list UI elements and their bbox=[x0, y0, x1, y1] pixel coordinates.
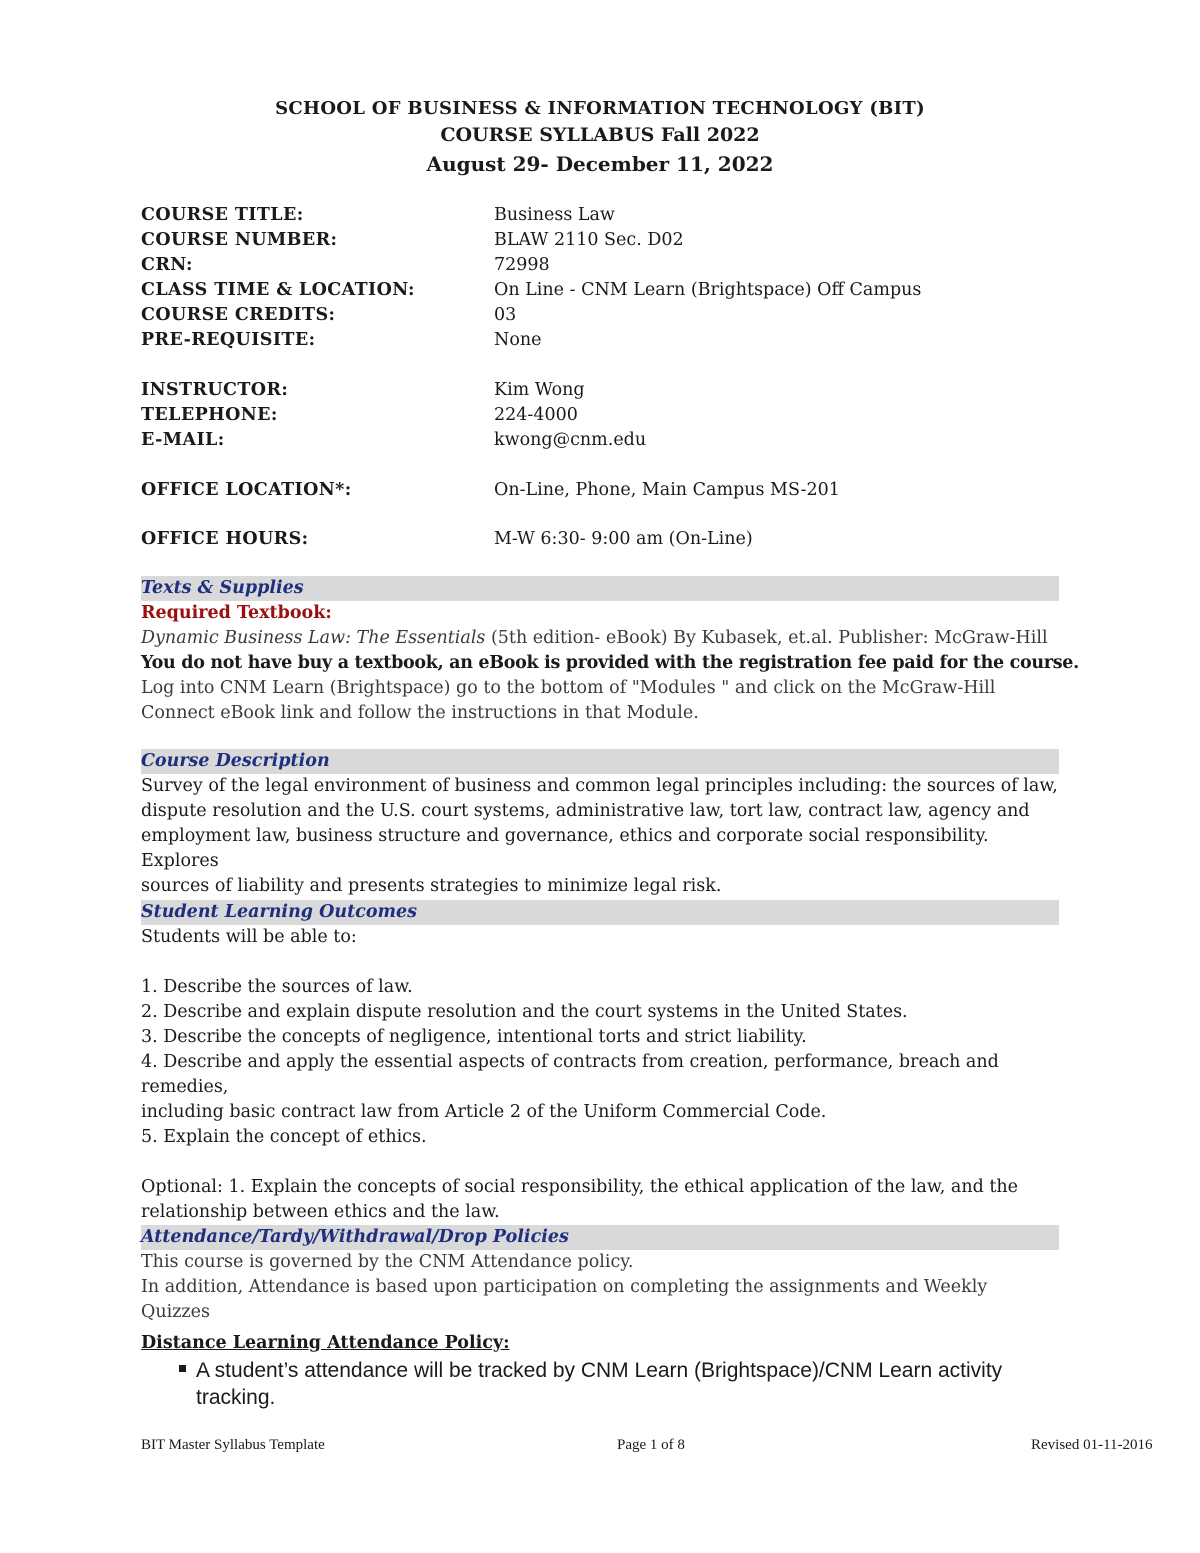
term-dates: August 29- December 11, 2022 bbox=[426, 152, 774, 176]
section-heading: Texts & Supplies bbox=[141, 576, 1059, 601]
info-row bbox=[141, 430, 1061, 454]
description-section bbox=[141, 749, 1059, 899]
outcomes-intro: Students will be able to: bbox=[141, 927, 357, 947]
info-label: COURSE CREDITS: bbox=[141, 305, 336, 325]
info-row bbox=[141, 405, 1061, 429]
info-label: PRE-REQUISITE: bbox=[141, 330, 316, 350]
school-title: SCHOOL OF BUSINESS & INFORMATION TECHNOLOGY (BIT) bbox=[275, 98, 925, 119]
bullet-text: A student’s attendance will be tracked by CNM Learn (Brightspace)/CNM Learn activity tracking. bbox=[196, 1359, 1003, 1409]
description-line: sources of liability and presents strategies to minimize legal risk. bbox=[141, 876, 722, 896]
description-line: dispute resolution and the U.S. court systems, administrative law, tort law, contract law, agency and bbox=[141, 801, 1030, 821]
info-value: BLAW 2110 Sec. D02 bbox=[494, 230, 684, 250]
info-row bbox=[141, 330, 1061, 354]
texts-section bbox=[141, 576, 1079, 726]
ebook-notice: You do not have buy a textbook, an eBook is provided with the registration fee paid for the course. bbox=[141, 653, 1079, 673]
instructions-line: Log into CNM Learn (Brightspace) go to the bottom of "Modules " and click on the McGraw-Hill bbox=[141, 678, 996, 698]
instructor-name: Kim Wong bbox=[494, 380, 585, 400]
outcome-item: 4. Describe and apply the essential aspects of contracts from creation, performance, breach and remedies, bbox=[141, 1052, 999, 1097]
outcomes-section bbox=[141, 900, 1059, 1225]
info-label: CRN: bbox=[141, 255, 193, 275]
info-value: 72998 bbox=[494, 255, 550, 275]
attendance-bullet bbox=[196, 1357, 1066, 1411]
email-link[interactable]: kwong@cnm.edu bbox=[494, 430, 647, 450]
section-heading: Attendance/Tardy/Withdrawal/Drop Policies bbox=[141, 1225, 1059, 1250]
info-label: COURSE TITLE: bbox=[141, 205, 304, 225]
outcome-item: 1. Describe the sources of law. bbox=[141, 977, 413, 997]
info-label: OFFICE LOCATION*: bbox=[141, 480, 352, 500]
info-row bbox=[141, 529, 1061, 553]
info-label: COURSE NUMBER: bbox=[141, 230, 338, 250]
syllabus-title: COURSE SYLLABUS Fall 2022 bbox=[440, 124, 760, 146]
footer-template: BIT Master Syllabus Template bbox=[141, 1437, 325, 1453]
info-row bbox=[141, 380, 1061, 404]
info-row bbox=[141, 255, 1061, 279]
footer-page-number: Page 1 of 8 bbox=[617, 1437, 685, 1453]
info-value: None bbox=[494, 330, 542, 350]
office-hours-value: M-W 6:30- 9:00 am (On-Line) bbox=[494, 529, 753, 549]
info-row bbox=[141, 305, 1061, 329]
attendance-line: This course is governed by the CNM Attendance policy. bbox=[141, 1252, 634, 1272]
info-value: Business Law bbox=[494, 205, 615, 225]
book-title: Dynamic Business Law: The Essentials bbox=[141, 628, 486, 648]
info-row bbox=[141, 480, 1061, 504]
info-label: CLASS TIME & LOCATION: bbox=[141, 280, 415, 300]
distance-learning-heading: Distance Learning Attendance Policy: bbox=[141, 1333, 510, 1353]
section-heading: Student Learning Outcomes bbox=[141, 900, 1059, 925]
info-value: 03 bbox=[494, 305, 517, 325]
optional-outcome: relationship between ethics and the law. bbox=[141, 1202, 500, 1222]
office-location-value: On-Line, Phone, Main Campus MS-201 bbox=[494, 480, 840, 500]
info-row bbox=[141, 205, 1061, 229]
optional-outcome: Optional: 1. Explain the concepts of social responsibility, the ethical application of the law, and the bbox=[141, 1177, 1019, 1197]
info-value: On Line - CNM Learn (Brightspace) Off Campus bbox=[494, 280, 922, 300]
info-label: OFFICE HOURS: bbox=[141, 529, 309, 549]
footer-revised: Revised 01-11-2016 bbox=[1031, 1437, 1153, 1453]
outcome-item: including basic contract law from Article 2 of the Uniform Commercial Code. bbox=[141, 1102, 827, 1122]
book-details: (5th edition- eBook) By Kubasek, et.al. Publisher: McGraw-Hill bbox=[485, 628, 1048, 648]
section-heading: Course Description bbox=[141, 749, 1059, 774]
info-label: TELEPHONE: bbox=[141, 405, 278, 425]
textbook-line bbox=[141, 626, 1059, 651]
info-row bbox=[141, 230, 1061, 254]
telephone-value: 224-4000 bbox=[494, 405, 578, 425]
attendance-line: In addition, Attendance is based upon participation on completing the assignments and Weekly Quizzes bbox=[141, 1277, 988, 1322]
info-label: E-MAIL: bbox=[141, 430, 225, 450]
outcome-item: 5. Explain the concept of ethics. bbox=[141, 1127, 427, 1147]
outcome-item: 3. Describe the concepts of negligence, intentional torts and strict liability. bbox=[141, 1027, 807, 1047]
description-line: Survey of the legal environment of business and common legal principles including: the sources of law, bbox=[141, 776, 1058, 796]
description-line: employment law, business structure and governance, ethics and corporate social responsibility. Explores bbox=[141, 826, 989, 871]
bullet-square-icon bbox=[179, 1365, 186, 1372]
info-row bbox=[141, 280, 1061, 304]
outcome-item: 2. Describe and explain dispute resolution and the court systems in the United States. bbox=[141, 1002, 908, 1022]
info-label: INSTRUCTOR: bbox=[141, 380, 289, 400]
attendance-section bbox=[141, 1225, 1059, 1325]
required-textbook-label: Required Textbook: bbox=[141, 603, 332, 623]
instructions-line: Connect eBook link and follow the instructions in that Module. bbox=[141, 703, 699, 723]
